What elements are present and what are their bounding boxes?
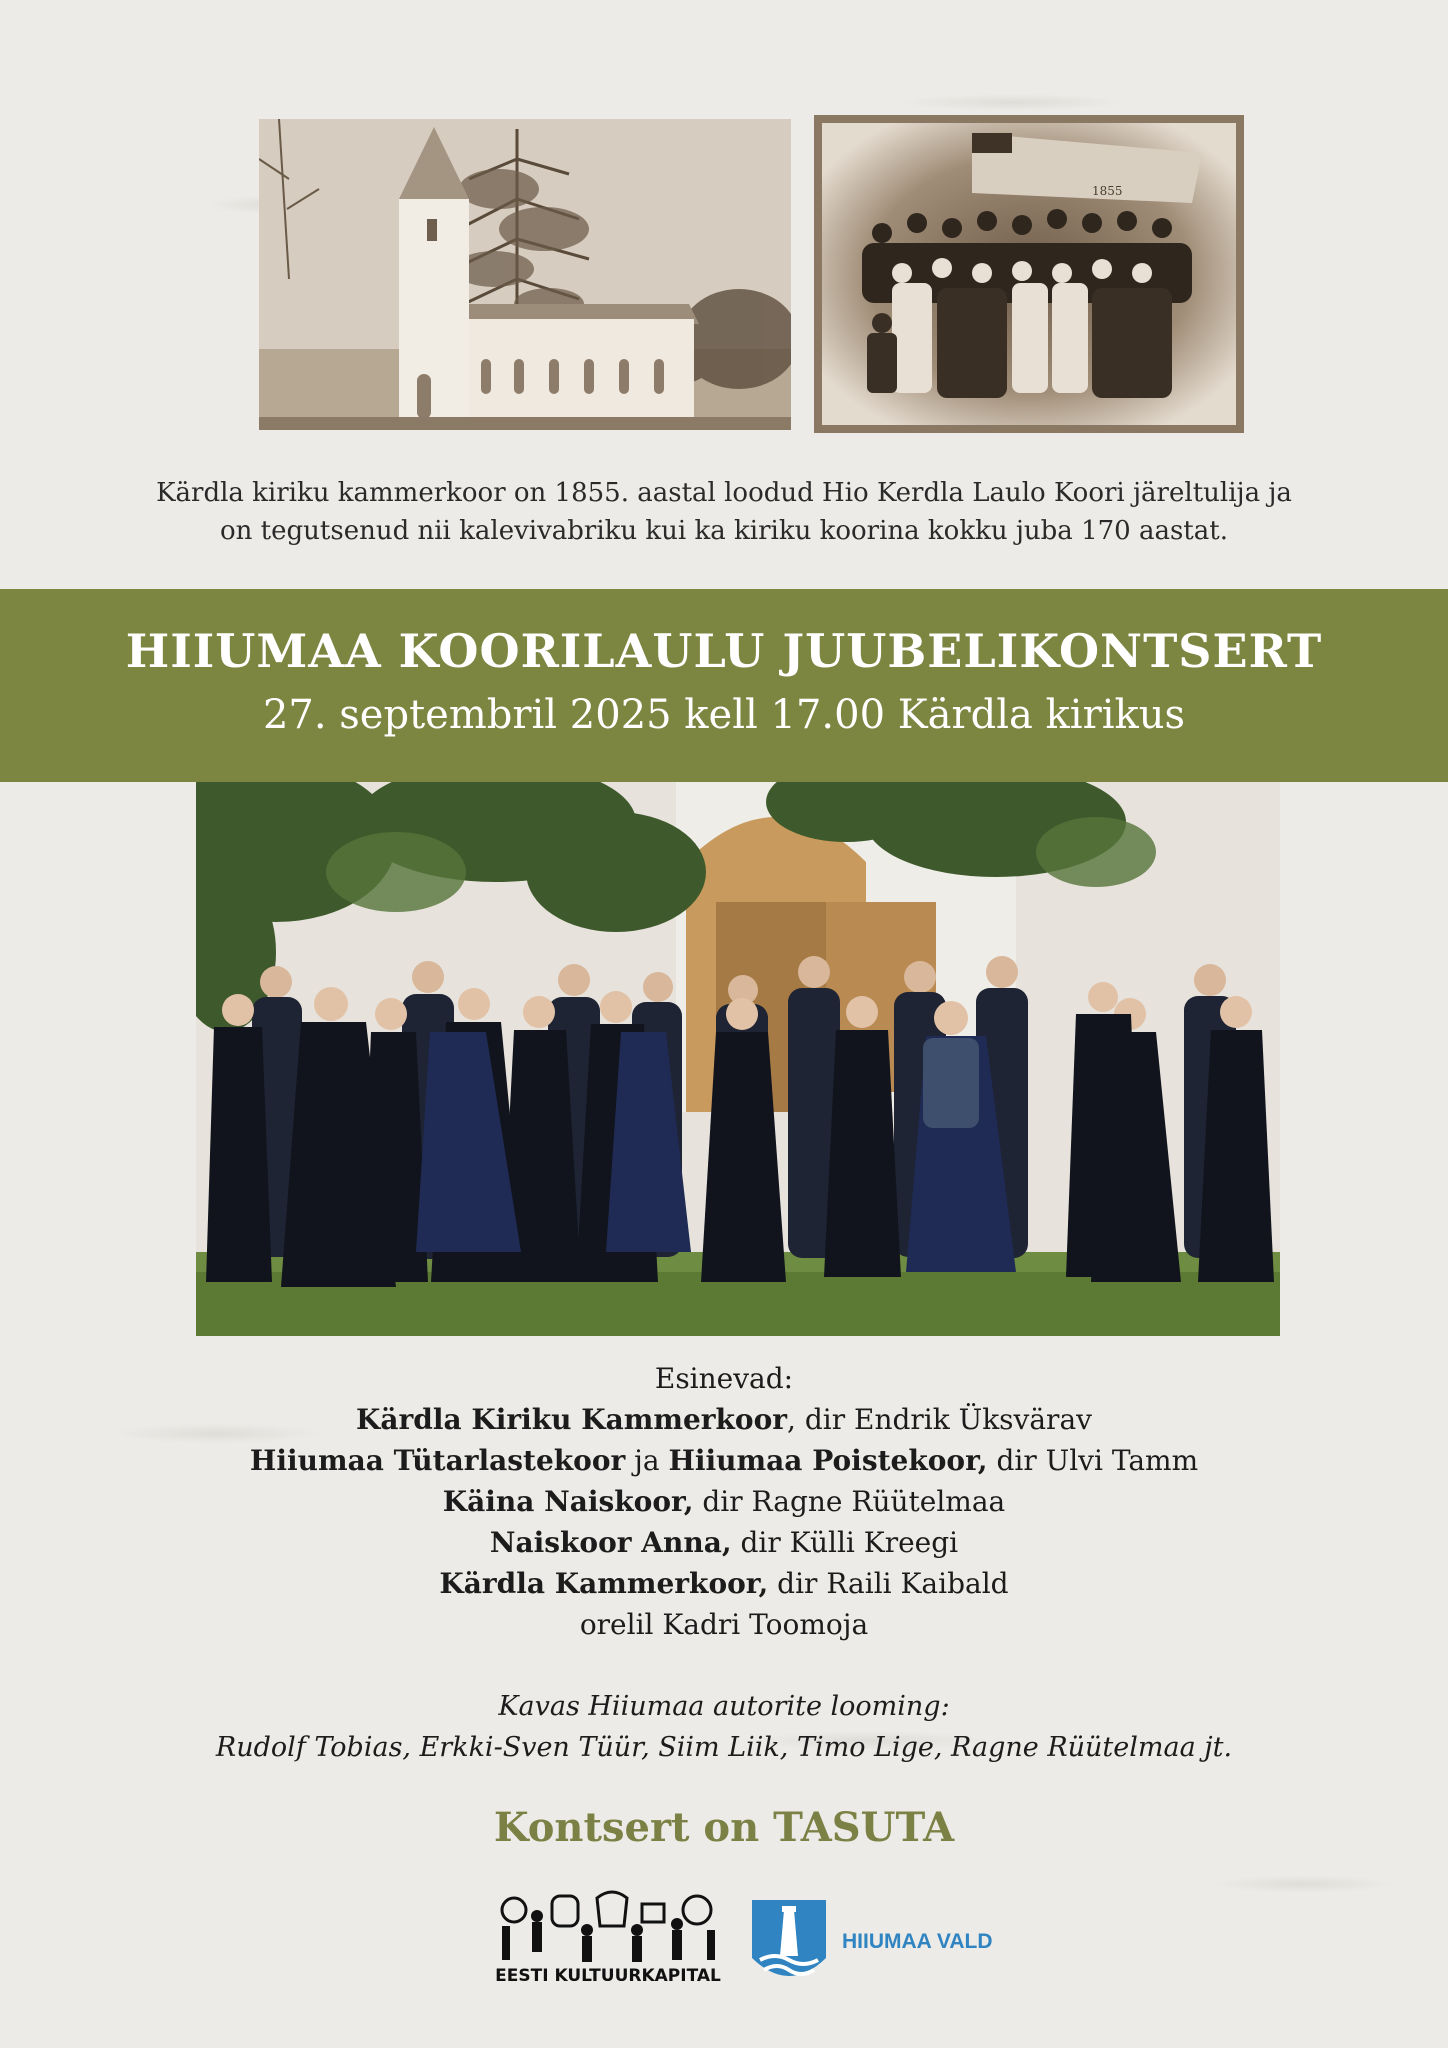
organist: orelil Kadri Toomoja (579, 1608, 869, 1641)
kulka-logo-text: EESTI KULTUURKAPITAL (495, 1966, 721, 1986)
hiiumaa-vald-crest-icon (750, 1898, 828, 1988)
intro-line-1: Kärdla kiriku kammerkoor on 1855. aastal loodud Hio Kerdla Laulo Koori järeltulija ja (156, 478, 1292, 508)
performer-director: dir Ragne Rüütelmaa (693, 1485, 1006, 1518)
performer-choir-name: Kärdla Kiriku Kammerkoor (356, 1403, 788, 1436)
performer-row (150, 1399, 1298, 1440)
kulka-logo-icon (492, 1886, 722, 1966)
historic-choir-photo (814, 115, 1244, 433)
performer-choir-name: Käina Naiskoor, (442, 1485, 694, 1518)
concert-title: HIIUMAA KOORILAULU JUUBELIKONTSERT (125, 624, 1323, 678)
title-banner (0, 589, 1448, 782)
performers-heading: Esinevad: (654, 1362, 794, 1395)
performer-choir-name: Naiskoor Anna, (489, 1526, 732, 1559)
intro-text (120, 474, 1328, 550)
program-heading: Kavas Hiiumaa autorite looming: (498, 1691, 950, 1722)
church-photo (259, 119, 791, 430)
free-admission-notice: Kontsert on TASUTA (493, 1804, 955, 1851)
performer-row (150, 1440, 1298, 1481)
performer-director: dir Raili Kaibald (768, 1567, 1009, 1600)
flag-year: 1855 (1092, 184, 1123, 198)
program-composers: Rudolf Tobias, Erkki-Sven Tüür, Siim Liik, Timo Lige, Ragne Rüütelmaa jt. (215, 1732, 1233, 1763)
hiiumaa-vald-text: HIIUMAA VALD (842, 1930, 993, 1953)
performer-choir-name: Kärdla Kammerkoor, (439, 1567, 769, 1600)
performer-row (150, 1481, 1298, 1522)
performer-director: , dir Endrik Üksvärav (787, 1403, 1092, 1436)
choir-photo (196, 782, 1280, 1336)
performer-choir-name: Hiiumaa Poistekoor, (668, 1444, 988, 1477)
performer-row (150, 1522, 1298, 1563)
performer-choir-name: Hiiumaa Tütarlastekoor (249, 1444, 626, 1477)
performer-row (150, 1563, 1298, 1604)
intro-line-2: on tegutsenud nii kalevivabriku kui ka kiriku koorina kokku juba 170 aastat. (220, 516, 1228, 546)
performers-list (150, 1358, 1298, 1645)
performer-director: dir Ulvi Tamm (987, 1444, 1199, 1477)
performer-director: dir Külli Kreegi (731, 1526, 959, 1559)
program-text (150, 1686, 1298, 1768)
performer-joiner: ja (625, 1444, 669, 1477)
concert-date-location: 27. septembril 2025 kell 17.00 Kärdla kirikus (262, 692, 1186, 738)
